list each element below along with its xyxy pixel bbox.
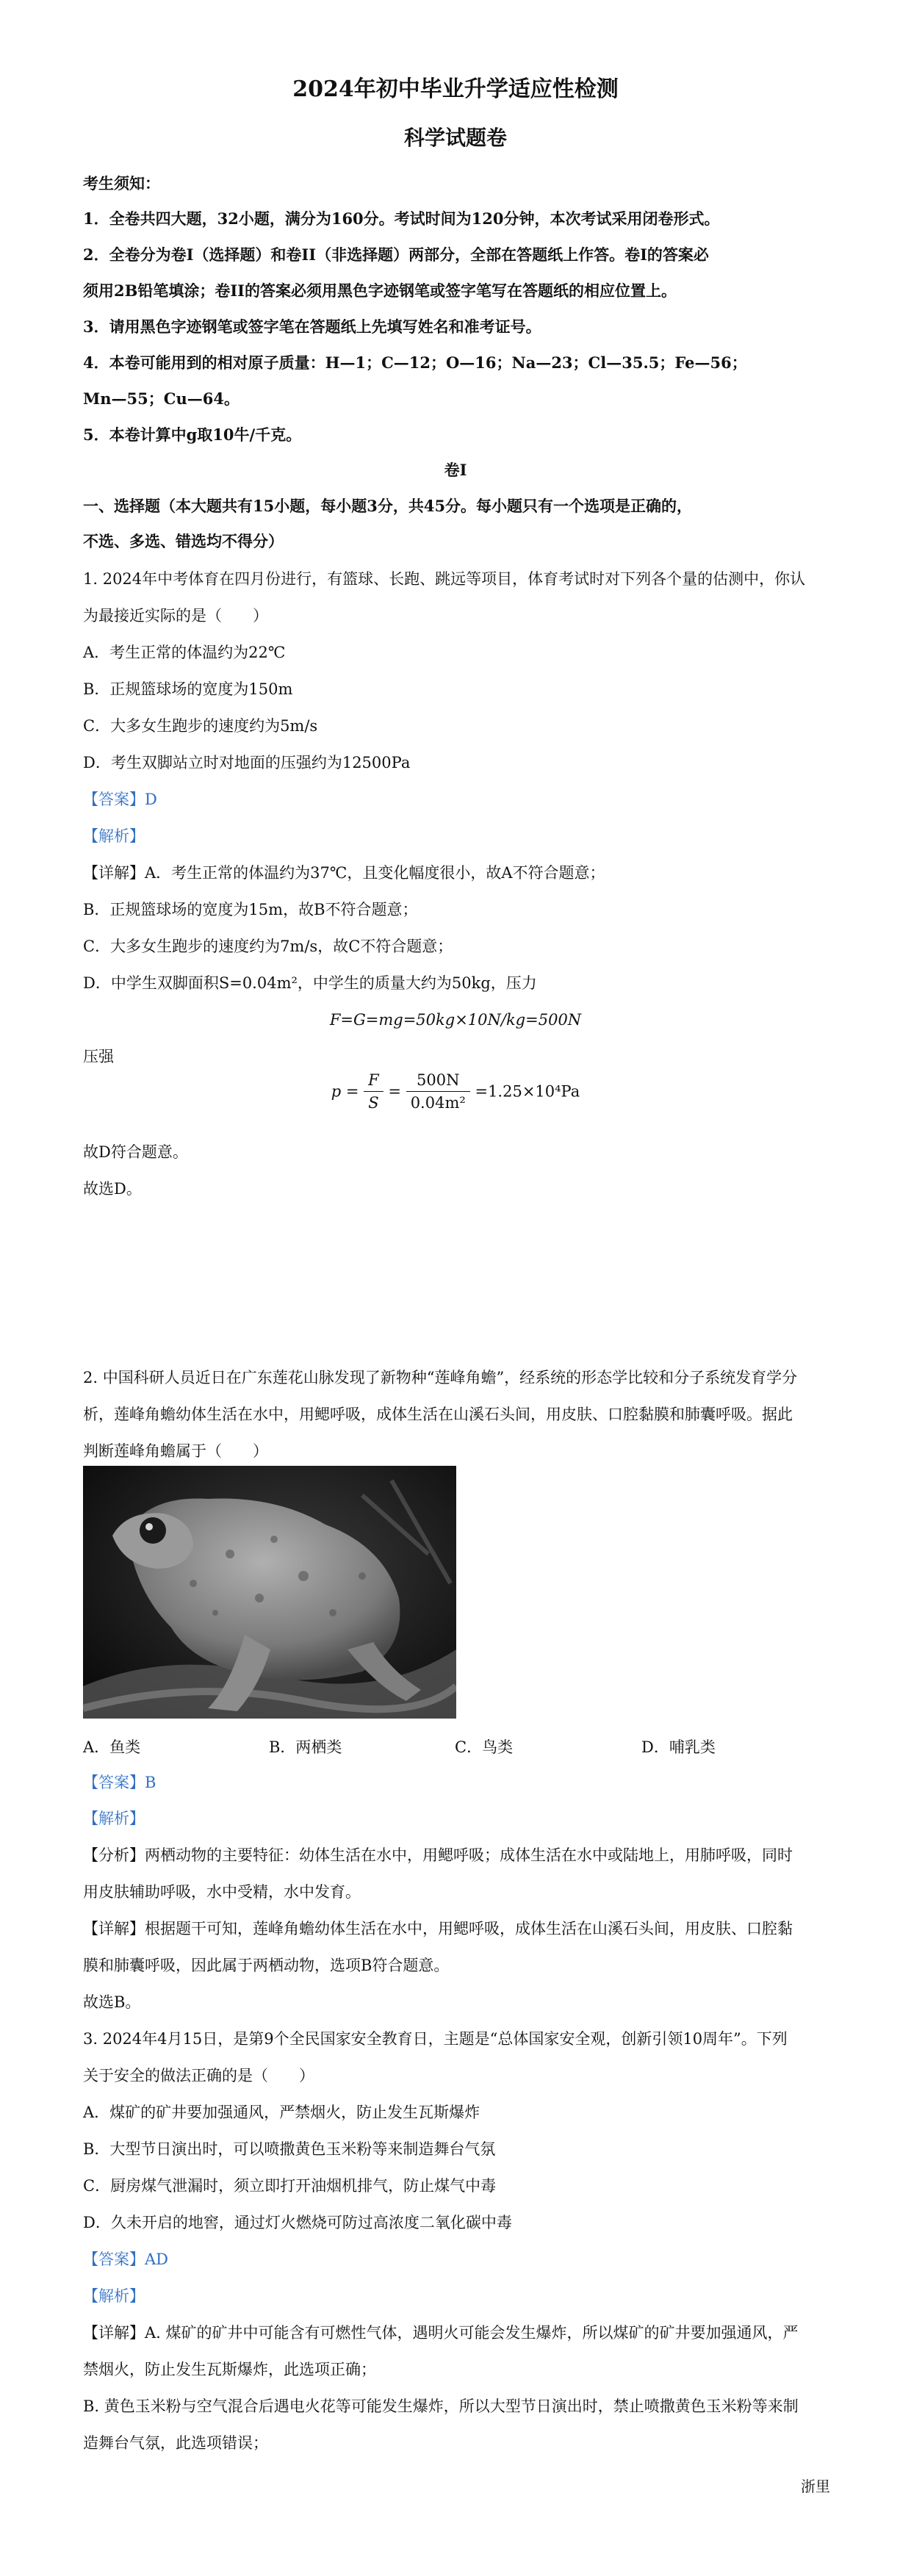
fraction-den: 0.04m² — [410, 1094, 466, 1112]
q3-detail-4: 造舞台气氛，此选项错误； — [83, 2434, 268, 2452]
q3-option-d: D．久未开启的地窖，通过灯火燃烧可防过高浓度二氧化碳中毒 — [83, 2214, 512, 2231]
q1-detail-b: B．正规篮球场的宽度为15m，故B不符合题意； — [83, 901, 418, 918]
q1-analysis-label: 【解析】 — [83, 827, 145, 845]
q2-answer: 【答案】B — [83, 1774, 156, 1791]
formula-p: p = — [331, 1082, 359, 1101]
q1-option-c: C．大多女生跑步的速度约为5m/s — [83, 717, 318, 735]
q1-detail-d: D．中学生双脚面积S=0.04m²，中学生的质量大约为50kg，压力 — [83, 974, 537, 992]
q1-conclusion-2: 故选D。 — [83, 1180, 142, 1198]
q1-option-a: A．考生正常的体温约为22℃ — [83, 644, 286, 661]
q3-analysis-label: 【解析】 — [83, 2287, 145, 2305]
exam-title: 2024年初中毕业升学适应性检测 — [292, 76, 619, 102]
q1-option-b: B．正规篮球场的宽度为150m — [83, 680, 293, 698]
q2-option-a: A．鱼类 — [83, 1738, 141, 1756]
q2-option-d: D．哺乳类 — [641, 1738, 716, 1756]
frog-photo — [83, 1466, 456, 1719]
q1-detail-c: C．大多女生跑步的速度约为7m/s，故C不符合题意； — [83, 938, 453, 955]
q3-detail-3: B. 黄色玉米粉与空气混合后遇电火花等可能发生爆炸，所以大型节日演出时，禁止喷撒黄色玉米粉等来制 — [83, 2397, 799, 2415]
formula-result: =1.25×10⁴Pa — [475, 1082, 580, 1101]
q2-stem-2: 析，莲峰角蟾幼体生活在水中，用鳃呼吸，成体生活在山溪石头间，用皮肤、口腔黏膜和肺囊呼吸。据此 — [83, 1406, 793, 1423]
q1-pressure-label: 压强 — [83, 1048, 114, 1065]
q2-conclusion: 故选B。 — [83, 1993, 141, 2011]
fraction-f-over-s — [364, 1069, 384, 1114]
frog-illustration — [83, 1466, 456, 1719]
q2-option-b: B．两栖类 — [269, 1738, 342, 1756]
section-heading-1: 一、选择题（本大题共有15小题，每小题3分，共45分。每小题只有一个选项是正确的， — [83, 497, 693, 515]
q1-stem-2: 为最接近实际的是（ ） — [83, 607, 268, 625]
volume-label: 卷I — [444, 461, 467, 479]
q3-option-c: C．厨房煤气泄漏时，须立即打开油烟机排气，防止煤气中毒 — [83, 2177, 497, 2195]
q1-detail-a: 【详解】A．考生正常的体温约为37℃，且变化幅度很小，故A不符合题意； — [83, 864, 605, 882]
q2-detail-2: 膜和肺囊呼吸，因此属于两栖动物，选项B符合题意。 — [83, 1957, 450, 1974]
section-heading-2: 不选、多选、错选均不得分） — [83, 532, 284, 550]
q1-stem-1: 1. 2024年中考体育在四月份进行，有篮球、长跑、跳远等项目，体育考试时对下列各个量的估测中，你认 — [83, 570, 806, 588]
q2-detail-1: 【详解】根据题干可知，莲峰角蟾幼体生活在水中，用鳃呼吸，成体生活在山溪石头间，用皮肤、口腔黏 — [83, 1920, 793, 1938]
q1-answer: 【答案】D — [83, 791, 157, 808]
fraction-value — [406, 1069, 470, 1114]
notice-item-2a: 2．全卷分为卷I（选择题）和卷II（非选择题）两部分，全部在答题纸上作答。卷I的答案必 — [83, 245, 709, 264]
q3-detail-2: 禁烟火，防止发生瓦斯爆炸，此选项正确； — [83, 2361, 376, 2378]
exam-subtitle: 科学试题卷 — [403, 126, 507, 150]
q2-analysis-2: 用皮肤辅助呼吸，水中受精，水中发育。 — [83, 1883, 361, 1901]
q2-option-c: C．鸟类 — [455, 1738, 514, 1756]
q2-analysis-1: 【分析】两栖动物的主要特征：幼体生活在水中，用鳃呼吸；成体生活在水中或陆地上，用肺呼吸，同时 — [83, 1846, 793, 1864]
fraction-num: 500N — [406, 1069, 470, 1092]
q2-stem-1: 2. 中国科研人员近日在广东莲花山脉发现了新物种“莲峰角蟾”，经系统的形态学比较和分子系统发育学分 — [83, 1369, 798, 1386]
q2-stem-3: 判断莲峰角蟾属于（ ） — [83, 1442, 268, 1460]
q2-analysis-label: 【解析】 — [83, 1810, 145, 1827]
footer-mark: 浙里 — [801, 2478, 830, 2495]
notice-item-3: 3．请用黑色字迹钢笔或签字笔在答题纸上先填写姓名和准考证号。 — [83, 317, 541, 336]
notice-item-5: 5．本卷计算中g取10牛/千克。 — [83, 425, 302, 444]
q3-stem-2: 关于安全的做法正确的是（ ） — [83, 2067, 314, 2084]
notice-item-4b: Mn—55；Cu—64。 — [83, 389, 240, 408]
q1-formula-force: F=G=mg=50kg×10N/kg=500N — [329, 1011, 582, 1029]
q3-option-a: A．煤矿的矿井要加强通风，严禁烟火，防止发生瓦斯爆炸 — [83, 2104, 480, 2121]
q3-detail-1: 【详解】A. 煤矿的矿井中可能含有可燃性气体，遇明火可能会发生爆炸，所以煤矿的矿井要加强通风，严 — [83, 2324, 799, 2342]
notice-item-1: 1．全卷共四大题，32小题，满分为160分。考试时间为120分钟，本次考试采用闭卷形式。 — [83, 209, 720, 228]
q1-conclusion-1: 故D符合题意。 — [83, 1143, 188, 1161]
fraction-s: S — [368, 1094, 379, 1112]
notice-item-2b: 须用2B铅笔填涂；卷II的答案必须用黑色字迹钢笔或签字笔写在答题纸的相应位置上。 — [83, 281, 677, 300]
fraction-f: F — [364, 1069, 384, 1092]
q1-option-d: D．考生双脚站立时对地面的压强约为12500Pa — [83, 754, 411, 771]
q3-option-b: B．大型节日演出时，可以喷撒黄色玉米粉等来制造舞台气氛 — [83, 2140, 496, 2158]
formula-equals: = — [388, 1082, 401, 1101]
notice-heading: 考生须知： — [83, 174, 160, 193]
q1-formula-pressure — [0, 1069, 911, 1114]
q3-answer: 【答案】AD — [83, 2251, 169, 2268]
notice-item-4a: 4．本卷可能用到的相对原子质量：H—1；C—12；O—16；Na—23；Cl—35.5；Fe—56； — [83, 353, 747, 372]
q3-stem-1: 3. 2024年4月15日，是第9个全民国家安全教育日，主题是“总体国家安全观，创新引领10周年”。下列 — [83, 2030, 788, 2048]
